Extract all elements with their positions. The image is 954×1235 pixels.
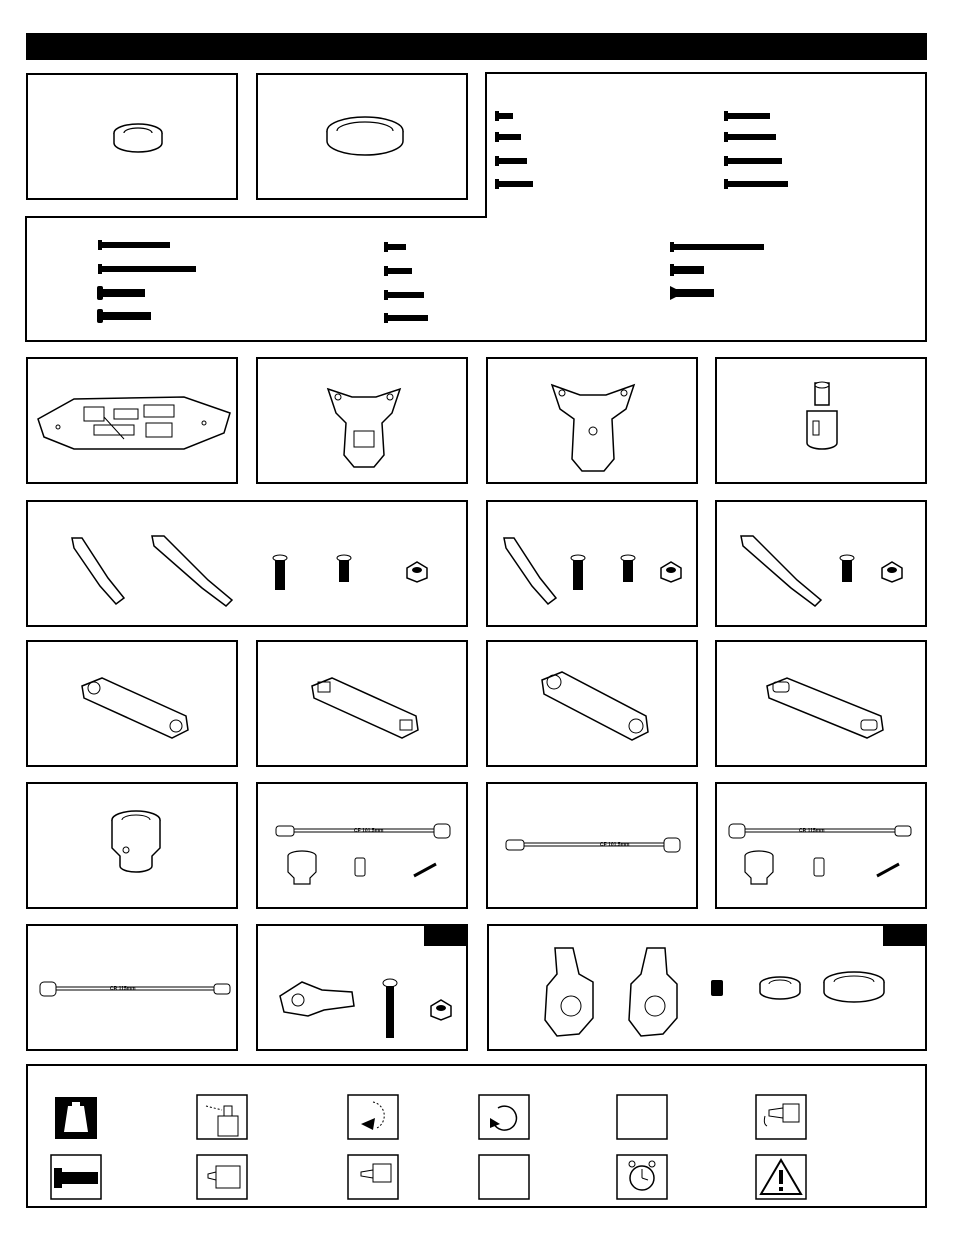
lock-nut-2 [658, 560, 684, 584]
arm-mount-2 [306, 672, 426, 742]
arm-mount-3 [536, 666, 656, 746]
bar-icon [50, 1154, 102, 1200]
screw-col2 [384, 242, 428, 323]
drive-pin-small-2 [873, 860, 903, 880]
screw-set-top [490, 104, 930, 214]
legend-box [26, 1064, 927, 1208]
arm-mount-1 [76, 672, 196, 742]
weight-icon [54, 1096, 98, 1140]
warning-triangle-icon [755, 1154, 807, 1200]
diff-cup-box [26, 782, 238, 909]
hub-carrier-box [487, 924, 927, 1051]
chassis-brace-short [68, 534, 128, 604]
front-driveshaft-single [502, 832, 692, 862]
flat-head-screw-short [334, 554, 354, 584]
section-header-bar [26, 33, 927, 60]
screw-col1 [97, 240, 196, 323]
diff-outdrive-box [715, 357, 927, 484]
rear-driveshaft-single-label: CR 115mm [110, 986, 136, 992]
flat-head-screw-long [270, 554, 290, 594]
drive-pin-small [410, 860, 440, 880]
shock-tower-front-box [256, 357, 468, 484]
grease-tube-icon [347, 1154, 399, 1200]
lock-nut-4 [428, 998, 454, 1022]
screw-short-2 [495, 132, 521, 142]
steering-crank [274, 976, 364, 1026]
arm-mount-4 [761, 672, 891, 742]
spray-bottle-icon [196, 1094, 248, 1140]
front-driveshaft-box [486, 782, 698, 909]
set-screw [707, 978, 727, 998]
chassis-box [26, 357, 238, 484]
arm-mount-3-box [486, 640, 698, 767]
rear-driveshaft-long-label: CR 115mm [799, 828, 825, 834]
rear-driveshaft-set-box [715, 782, 927, 909]
blank-square-icon [616, 1094, 668, 1140]
arm-mount-2-box [256, 640, 468, 767]
drive-cup-small-2 [741, 848, 781, 888]
brace-set-front-box [486, 500, 698, 627]
glue-tube-icon [755, 1094, 807, 1140]
screw-long-1 [724, 111, 770, 121]
alarm-clock-icon [616, 1154, 668, 1200]
flat-head-screw-long-2 [568, 554, 588, 594]
chassis-brace-short-2 [500, 534, 560, 604]
screw-set-bottom [95, 236, 895, 336]
lock-nut [404, 560, 430, 584]
shock-tower-front [324, 383, 404, 473]
screw-long-4 [724, 179, 788, 189]
arm-mount-4-box [715, 640, 927, 767]
flat-head-screw-short-3 [837, 554, 857, 584]
diff-cup [106, 808, 166, 878]
oil-bottle-icon [196, 1154, 248, 1200]
chassis-brace-set-box [26, 500, 468, 627]
drive-cup-small [284, 848, 324, 888]
counterclockwise-arrow-icon [347, 1094, 399, 1140]
ball-bearing-hub-large [819, 970, 889, 1010]
rotate-arrow-icon [478, 1094, 530, 1140]
steering-crank-box [256, 924, 468, 1051]
blank-square-icon [478, 1154, 530, 1200]
shock-tower-rear-box [486, 357, 698, 484]
hub-carrier-right [617, 944, 687, 1044]
screw-short-3 [495, 156, 527, 166]
hub-carrier-left [535, 944, 605, 1044]
front-driveshaft-single-label: CF 101.5mm [600, 842, 630, 848]
front-driveshaft-long-label: CF 101.5mm [354, 828, 384, 834]
arm-mount-1-box [26, 640, 238, 767]
flat-head-screw-short-2 [618, 554, 638, 584]
rear-driveshaft-box [26, 924, 238, 1051]
lock-nut-3 [879, 560, 905, 584]
screw-long-2 [724, 132, 776, 142]
ball-bearing-hub-small [755, 974, 805, 1008]
diff-outdrive [803, 381, 843, 461]
corner-tag-2 [883, 926, 925, 946]
cross-pin-small [352, 856, 368, 878]
cross-pin-small-2 [811, 856, 827, 878]
screw-long-3 [724, 156, 782, 166]
front-driveshaft-set-box [256, 782, 468, 909]
screw-short-1 [495, 111, 513, 121]
chassis-brace-long-2 [737, 532, 827, 608]
button-head-screw [380, 978, 400, 1042]
shock-tower-rear [548, 379, 638, 475]
screw-short-4 [495, 179, 533, 189]
screw-col3 [670, 242, 764, 300]
brace-set-rear-box [715, 500, 927, 627]
chassis-plate [34, 387, 234, 457]
corner-tag [424, 926, 466, 946]
rear-driveshaft-single [36, 976, 236, 1006]
chassis-brace-long [148, 532, 238, 608]
